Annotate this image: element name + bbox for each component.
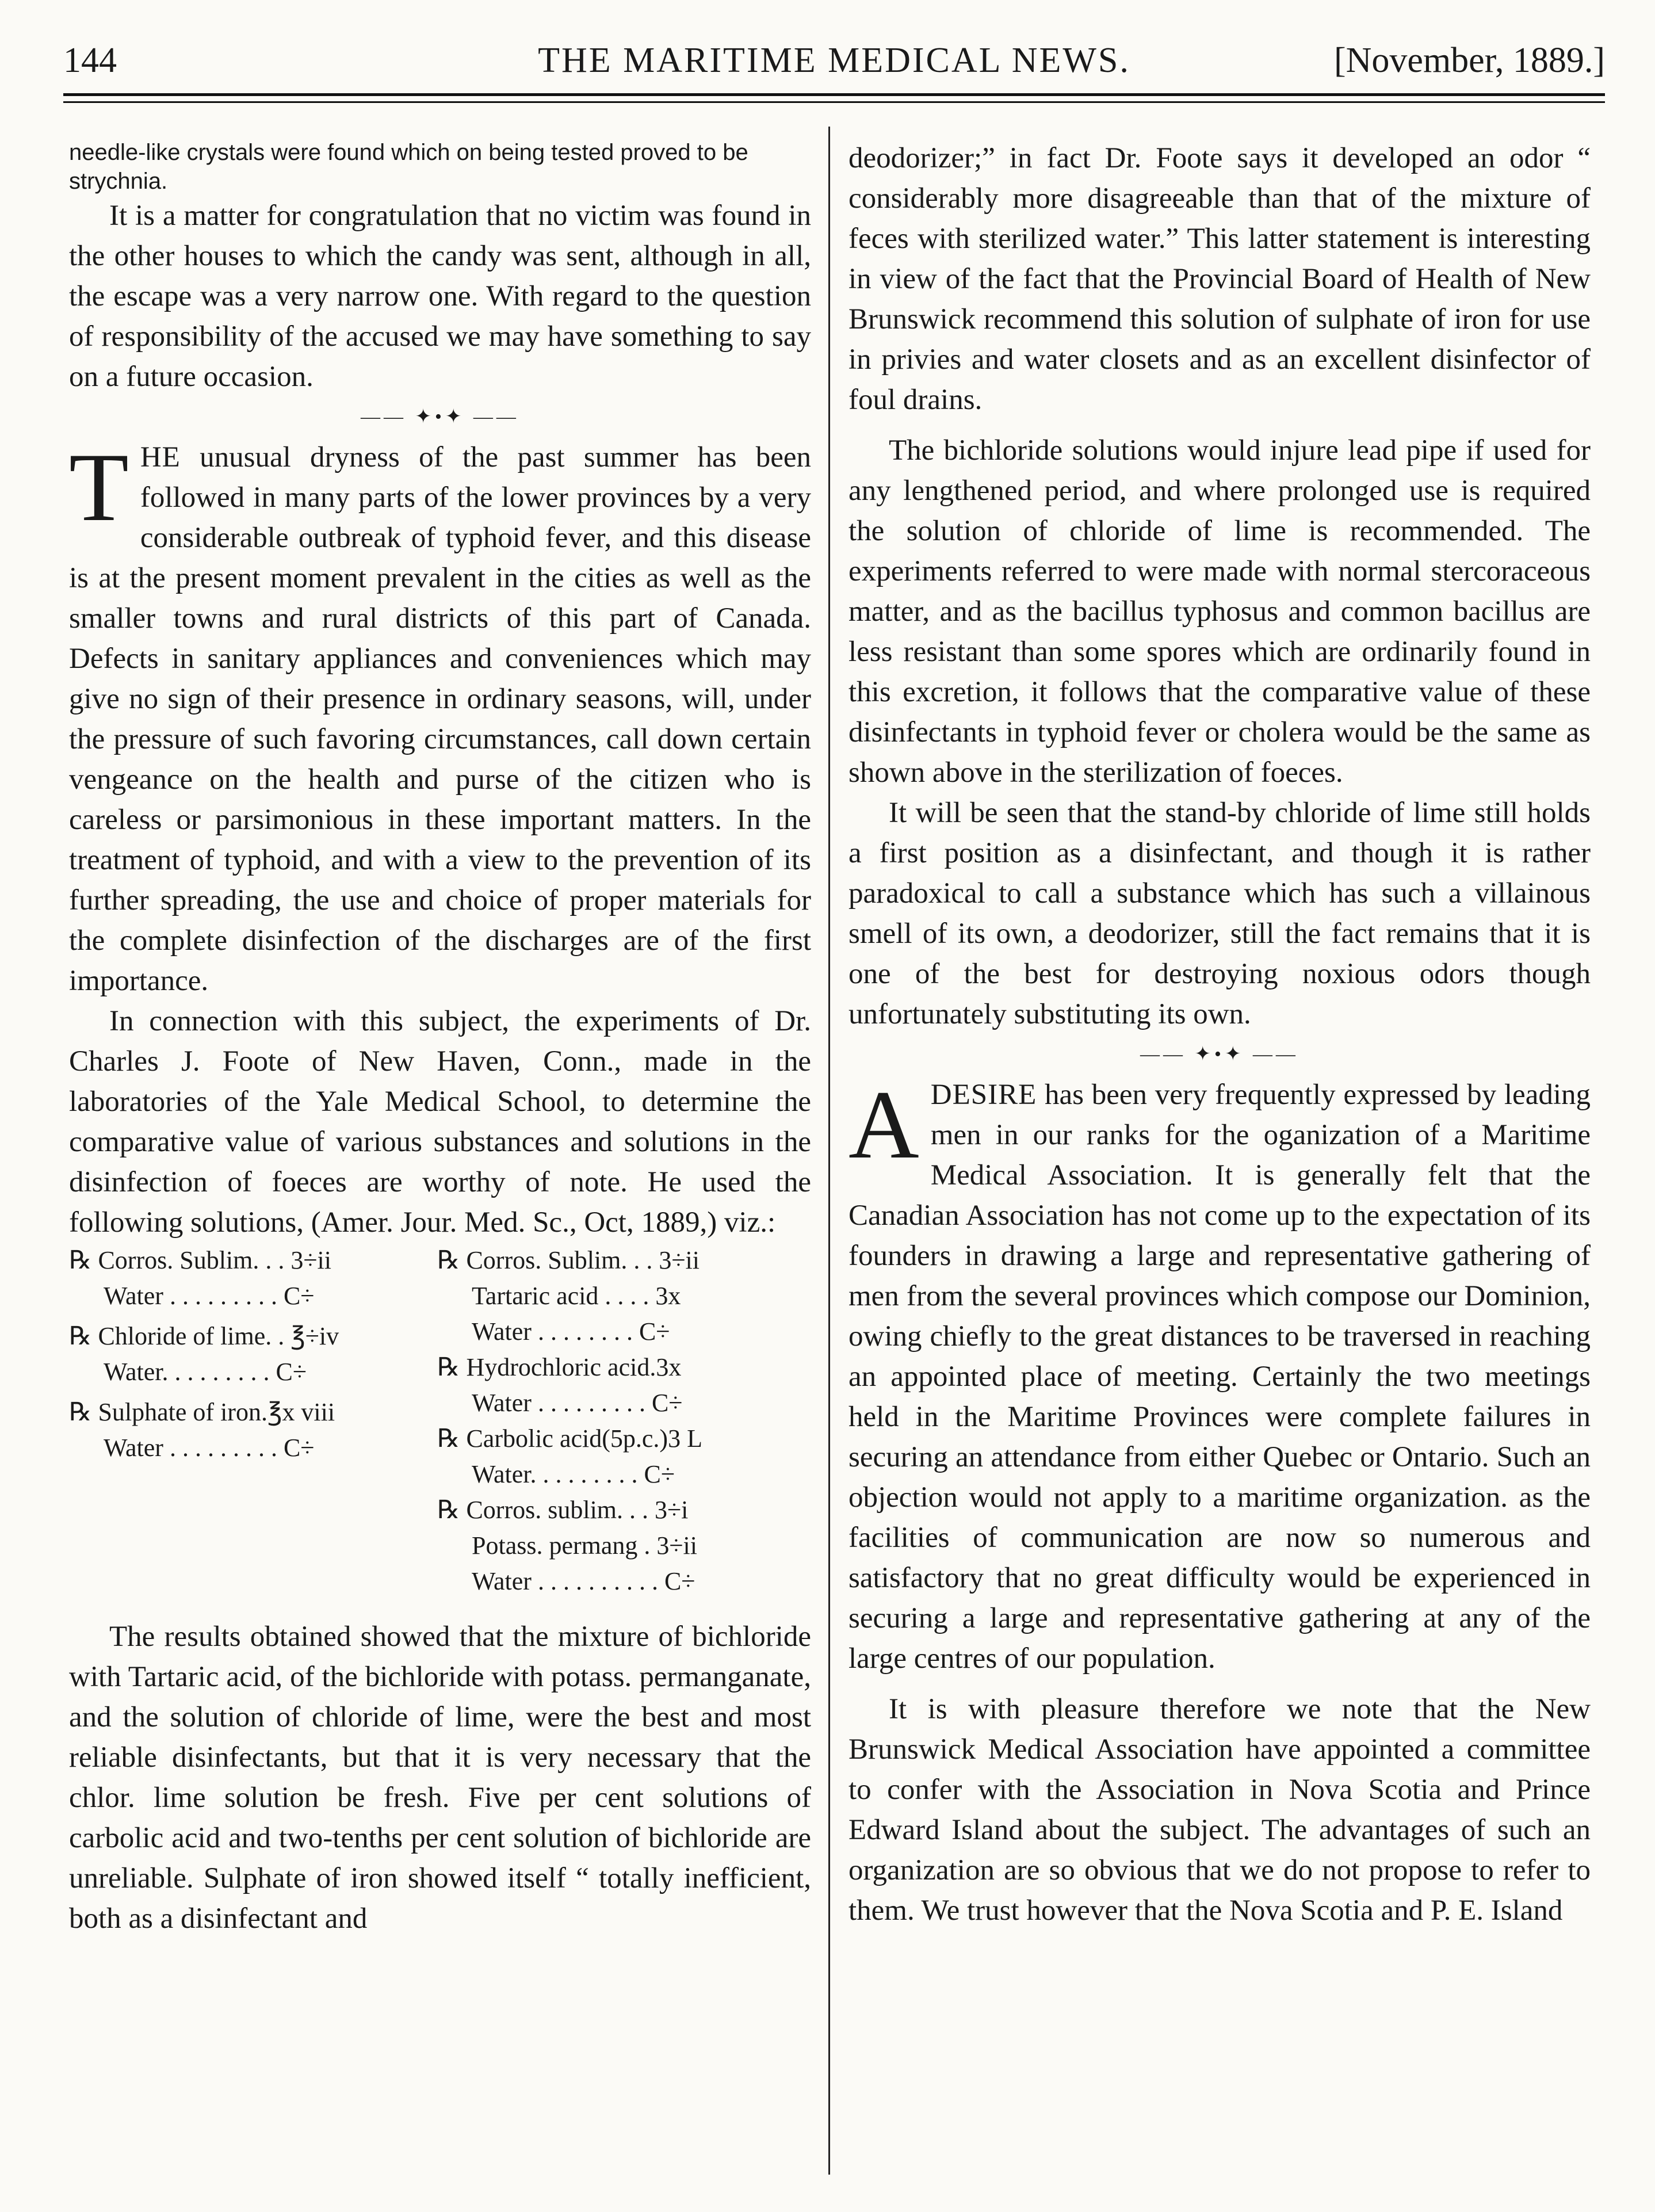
rx-line: ℞ Sulphate of iron.℥x viii	[69, 1398, 335, 1426]
prescription	[437, 1243, 794, 1350]
prescriptions-right	[437, 1243, 794, 1599]
column-divider	[828, 127, 830, 2175]
rx-line: ℞ Carbolic acid(5p.c.)3 L	[437, 1424, 702, 1453]
rx-line: Tartaric acid . . . . 3x	[472, 1282, 681, 1310]
rx-line: Water . . . . . . . . . C÷	[104, 1434, 315, 1462]
prescription	[437, 1492, 794, 1599]
lead-caps: HE	[140, 441, 181, 473]
rx-line: Water . . . . . . . . . C÷	[472, 1389, 683, 1417]
paragraph: The bichloride solutions would injure lead pipe if used for any lengthened period, and where prolonged use is required the solution of chloride of lime is recommended. The experiments referred to were made with normal stercoraceous matter, and as the bacillus typhosus and common bacillus are less resistant than some spores which are ordinarily found in this excretion, it follows that the comparative value of these disinfectants in typhoid fever or cholera would be the same as shown above in the sterilization of foeces.	[848, 434, 1591, 789]
rx-line: ℞ Corros. Sublim. . . 3÷ii	[69, 1246, 331, 1274]
drop-cap: A	[848, 1071, 919, 1179]
rx-line: ℞ Corros. sublim. . . 3÷i	[437, 1496, 689, 1524]
paragraph: deodorizer;” in fact Dr. Foote says it developed an odor “ considerably more disagreeable than that of the mixture of feces with sterilized water.” This latter statement is interesting in view of the fact that the Provincial Board of Health of New Brunswick recommend this solution of sulphate of iron for use in privies and water closets and as an excellent disinfector of foul drains.	[848, 142, 1591, 416]
header-rule-thin	[63, 101, 1605, 103]
drop-cap: T	[69, 433, 129, 541]
rx-line: ℞ Hydrochloric acid.3x	[437, 1353, 682, 1381]
prescription-list	[69, 1243, 811, 1617]
section-separator: —— ✦•✦ ——	[1140, 1044, 1299, 1065]
section-separator: —— ✦•✦ ——	[361, 406, 519, 427]
rx-line: Water. . . . . . . . . C÷	[472, 1460, 675, 1488]
article-association	[848, 1071, 1591, 1679]
rx-line: ℞ Chloride of lime. . ℥÷iv	[69, 1322, 339, 1350]
paragraph: It is with pleasure therefore we note that the New Brunswick Medical Association have appointed a committee to confer with the Association in Nova Scotia and Prince Edward Island about the subject. The advantages of such an organization are so obvious that we do not propose to refer to them. We trust however that the Nova Scotia and P. E. Island	[848, 1693, 1591, 1927]
rx-line: Water . . . . . . . . . C÷	[104, 1282, 315, 1310]
rx-line: Water . . . . . . . . . . C÷	[472, 1567, 695, 1595]
paragraph-text: has been very frequently expressed by leading men in our ranks for the oganization of a Maritime Medical Association. It is generally felt that the Canadian Association has not come up to the expectation of its founders in drawing a large and representative gathering of men from the several provinces which compose our Dominion, owing chiefly to the great distances to be traversed in reaching an appointed place of meeting. Certainly the two meetings held in the Maritime Provinces were complete failures in securing an attendance from either Quebec or Ontario. Such an objection would not apply to a maritime organization. as the facilities of communication are now so numerous and satisfactory that no great difficulty would be experienced in securing a large and representative gathering at any of the large centres of our population.	[848, 1079, 1591, 1675]
prescriptions-left	[69, 1243, 426, 1466]
prescription	[69, 1319, 426, 1390]
article-typhoid	[69, 433, 811, 1001]
paragraph: needle-like crystals were found which on being tested proved to be strychnia.	[69, 140, 748, 194]
paragraph: The results obtained showed that the mixture of bichloride with Tartaric acid, of the bichloride with potass. permanganate, and the solution of chloride of lime, were the best and most reliable disinfectants, but that it is very necessary that the chlor. lime solution be fresh. Five per cent solutions of carbolic acid and two-tenths per cent solution of bichloride are unreliable. Sulphate of iron showed itself “ totally inefficient, both as a disinfectant and	[69, 1621, 811, 1935]
prescription	[69, 1243, 426, 1314]
lead-caps: DESIRE	[930, 1079, 1037, 1111]
issue-date: [November, 1889.]	[1334, 41, 1605, 80]
prescription	[437, 1421, 794, 1492]
journal-title: THE MARITIME MEDICAL NEWS.	[538, 41, 1130, 80]
rx-line: Water . . . . . . . . C÷	[472, 1317, 670, 1346]
prescription	[437, 1350, 794, 1421]
rx-line: ℞ Corros. Sublim. . . 3÷ii	[437, 1246, 700, 1274]
page-number: 144	[63, 41, 117, 80]
rx-line: Water. . . . . . . . . C÷	[104, 1358, 307, 1386]
right-column	[848, 138, 1591, 1931]
left-column	[69, 138, 811, 1939]
paragraph-text: unusual dryness of the past summer has been followed in many parts of the lower provinces by a very considerable outbreak of typhoid fever, and this disease is at the present moment prevalent in the cities as well as the smaller towns and rural districts of this part of Canada. Defects in sanitary appliances and conveniences which may give no sign of their presence in ordinary seasons, will, under the pressure of such favoring circumstances, call down certain vengeance on the health and purse of the citizen who is careless or parsimonious in these important matters. In the treatment of typhoid, and with a view to the prevention of its further spreading, the use and choice of proper materials for the complete disinfection of the discharges are of the first importance.	[69, 441, 811, 997]
paragraph: In connection with this subject, the experiments of Dr. Charles J. Foote of New Haven, Conn., made in the laboratories of the Yale Medical School, to determine the comparative value of various substances and solutions in the disinfection of foeces are worthy of note. He used the following solutions, (Amer. Jour. Med. Sc., Oct, 1889,) viz.:	[69, 1005, 811, 1239]
paragraph: It is a matter for congratulation that no victim was found in the other houses to which the candy was sent, although in all, the escape was a very narrow one. With regard to the question of responsibility of the accused we may have something to say on a future occasion.	[69, 200, 811, 393]
header-rule-thick	[63, 93, 1605, 96]
prescription	[69, 1395, 426, 1466]
rx-line: Potass. permang . 3÷ii	[472, 1531, 698, 1560]
paragraph: It will be seen that the stand-by chloride of lime still holds a first position as a disinfectant, and though it is rather paradoxical to call a substance which has such a villainous smell of its own, a deodorizer, still the fact remains that it is one of the best for destroying noxious odors though unfortunately substituting its own.	[848, 797, 1591, 1030]
page-header	[63, 40, 1605, 92]
